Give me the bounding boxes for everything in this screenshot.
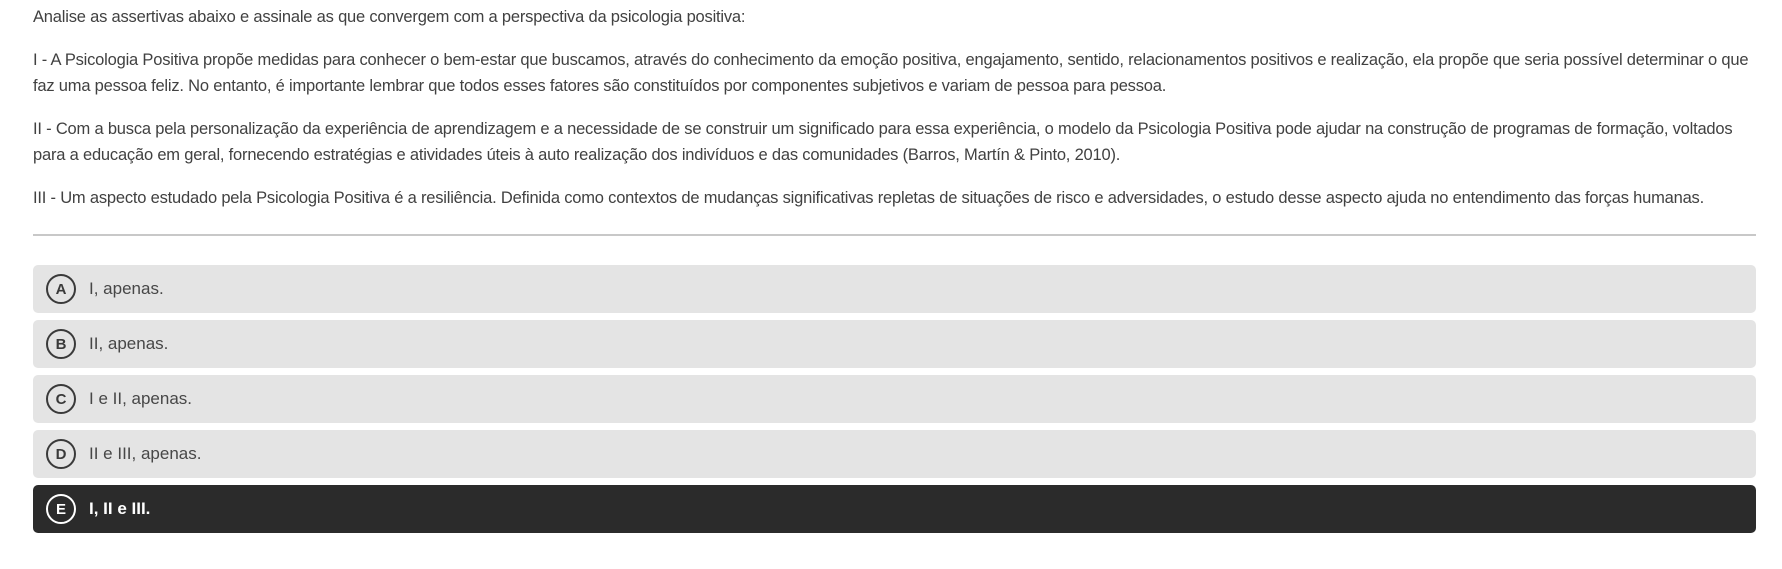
- option-b-label: II, apenas.: [89, 334, 169, 353]
- option-a[interactable]: [33, 265, 1756, 313]
- option-a-label: I, apenas.: [89, 279, 164, 298]
- option-c-letter-badge: C: [46, 384, 76, 414]
- option-d[interactable]: [33, 430, 1756, 478]
- option-e[interactable]: [33, 485, 1756, 533]
- options-list: [33, 265, 1756, 533]
- option-a-letter-badge: A: [46, 274, 76, 304]
- assertion-ii: II - Com a busca pela personalização da experiência de aprendizagem e a necessidade de se construir um significado para essa experiência, o modelo da Psicologia Positiva pode ajudar na construção de programas de formação, voltados para a educação em geral, fornecendo estratégias e atividades úteis à auto realização dos indivíduos e das comunidades (Barros, Martín & Pinto, 2010).: [33, 120, 1733, 164]
- option-c[interactable]: [33, 375, 1756, 423]
- divider: [33, 234, 1756, 236]
- assertion-iii: III - Um aspecto estudado pela Psicologia Positiva é a resiliência. Definida como contextos de mudanças significativas repletas de situações de risco e adversidades, o estudo desse aspecto ajuda no entendimento das forças humanas.: [33, 189, 1704, 207]
- option-b-letter-badge: B: [46, 329, 76, 359]
- question-prompt: Analise as assertivas abaixo e assinale as que convergem com a perspectiva da psicologia positiva:: [33, 8, 746, 26]
- option-e-label: I, II e III.: [89, 499, 151, 518]
- option-d-label: II e III, apenas.: [89, 444, 202, 463]
- option-b[interactable]: [33, 320, 1756, 368]
- option-e-letter-badge: E: [46, 494, 76, 524]
- assertion-i: I - A Psicologia Positiva propõe medidas para conhecer o bem-estar que buscamos, através do conhecimento da emoção positiva, engajamento, sentido, relacionamentos positivos e realização, ela propõe que seria possível determinar o que faz uma pessoa feliz. No entanto, é importante lembrar que todos esses fatores são constituídos por componentes subjetivos e variam de pessoa para pessoa.: [33, 51, 1749, 95]
- option-c-label: I e II, apenas.: [89, 389, 193, 408]
- option-d-letter-badge: D: [46, 439, 76, 469]
- question-block: [33, 4, 1756, 211]
